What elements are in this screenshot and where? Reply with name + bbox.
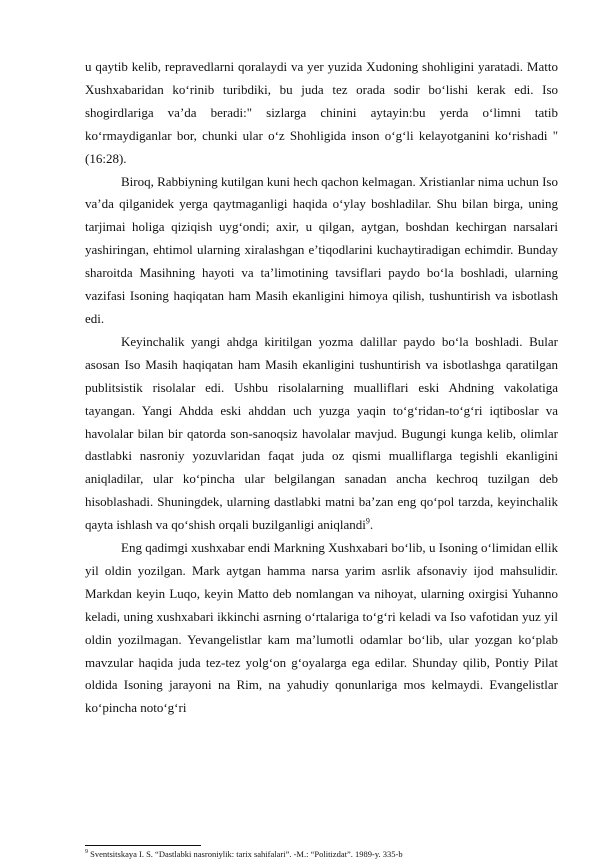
paragraph-2-text: Biroq, Rabbiyning kutilgan kuni hech qachon kelmagan. Xristianlar nima uchun Iso va’da qilganidek yerga qaytmaganligi haqida o‘ylay boshladilar. Shu bilan birga, uning tarjimai holiga qiziqish uyg‘ondi; axir, u qilgan, aytgan, boshdan kechirgan narsalari yashiringan, ehtimol ularning xiralashgan e’tiqodlarini kuchaytiradigan echimdir. Bunday sharoitda Masihning hayoti va ta’limotining tavsiflari paydo bo‘la boshladi, ularning vazifasi Isoning haqiqatan ham Masih ekanligini himoya qilish, tushuntirish va isbotlash edi. (85, 173, 558, 326)
paragraph-4-text: Eng qadimgi xushxabar endi Markning Xushxabari bo‘lib, u Isoning o‘limidan ellik yil oldin yozilgan. Mark aytgan hamma narsa yarim asrlik afsonaviy ijod mahsulidir. Markdan keyin Luqo, keyin Matto deb nomlangan va nihoyat, ularning oxirgisi Yuhanno keladi, uning xushxabari ikkinchi asrning o‘rtalariga to‘g‘ri keladi va Iso vafotidan yuz yil oldin yozilmagan. Yevangelistlar kam ma’lumotli odamlar bo‘lib, ular yozgan ko‘plab mavzular haqida juda tez-tez yolg‘on g‘oyalarga ega edilar. Shunday qilib, Pontiy Pilat oldida Isoning jarayoni na Rim, na yahudiy qonunlariga mos kelmaydi. Evangelistlar ko‘pincha noto‘g‘ri (85, 540, 558, 716)
footnote-number: 9 (85, 849, 88, 856)
paragraph-2 (85, 171, 558, 331)
paragraph-1 (85, 56, 558, 171)
page-body (85, 56, 558, 720)
paragraph-4 (85, 537, 558, 720)
paragraph-3-trailing: . (369, 517, 374, 533)
footnote-reference[interactable]: 9 (365, 516, 370, 526)
footnote (85, 849, 558, 860)
footnote-separator (85, 845, 201, 846)
paragraph-3 (85, 331, 558, 537)
footnote-text: Sventsitskaya I. S. “Dastlabki nasroniylik: tarix sahifalari”. -M.: “Politizdat”. 1989-y. 335-b (88, 849, 403, 859)
paragraph-3-text: Keyinchalik yangi ahdga kiritilgan yozma dalillar paydo bo‘la boshladi. Bular asosan Iso Masih haqiqatan ham Masih ekanligini tushuntirish va isbotlashga qaratilgan publitsistik risolalar edi. Ushbu risolalarning mualliflari eski Ahdning vakolatiga tayangan. Yangi Ahdda eski ahddan uch yuzga yaqin to‘g‘ridan-to‘g‘ri iqtiboslar va havolalar bilan bir qatorda son-sanoqsiz havolalar mavjud. Bugungi kunga kelib, olimlar dastlabki nasroniy yozuvlaridan faqat juda oz qismi mualliflarga tegishli ekanligini aniqladilar, ular ko‘pincha ular belgilangan sanadan ancha kechroq tuzilgan deb hisoblashadi. Shuningdek, ularning dastlabki matni ba’zan eng qo‘pol tarzda, keyinchalik qayta ishlash va qo‘shish orqali buzilganligi aniqlandi (85, 333, 558, 533)
paragraph-1-text: u qaytib kelib, repravedlarni qoralaydi va yer yuzida Xudoning shohligini yaratadi. Matto Xushxabaridan ko‘rinib turibdiki, bu juda tez orada sodir bo‘lishi kerak edi. Iso shogirdlariga va’da beradi:" sizlarga chinini aytayin:bu yerda o‘limni tatib ko‘rmaydiganlar bor, chunki ular o‘z Shohligida inson o‘g‘li kelayotganini ko‘rishadi " (16:28). (85, 59, 558, 166)
